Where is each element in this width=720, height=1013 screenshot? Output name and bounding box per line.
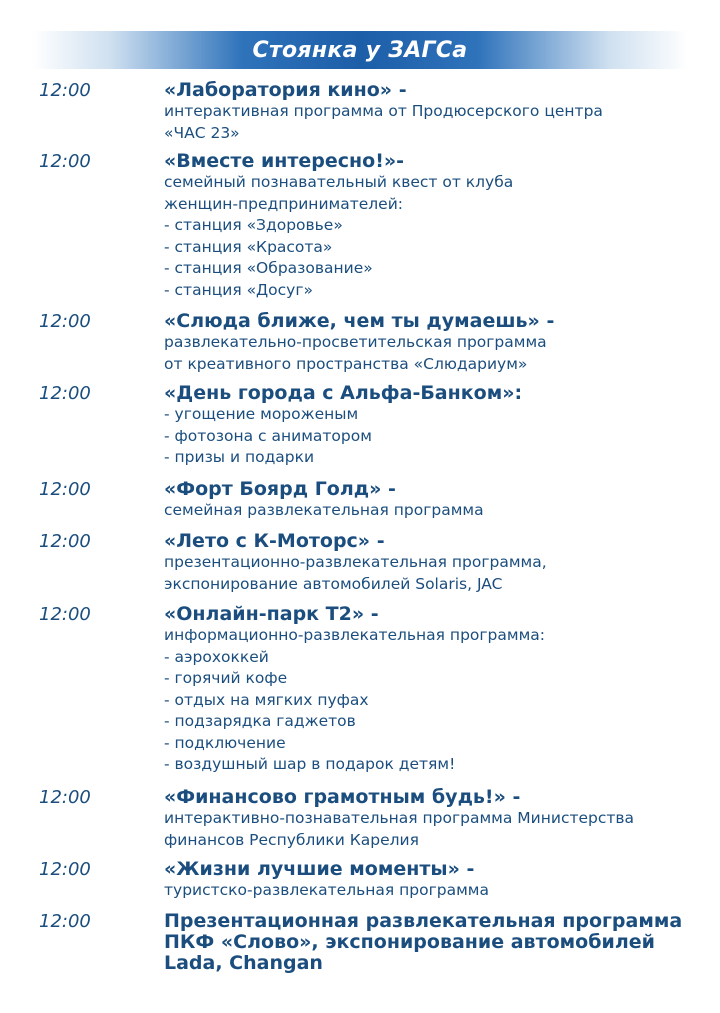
entry-description-line: женщин-предпринимателей: — [164, 194, 404, 213]
entry-description-line: - аэрохоккей — [164, 647, 269, 666]
entry-time: 12:00 — [39, 859, 91, 880]
entry-title-line: ПКФ «Слово», экспонирование автомобилей — [164, 931, 655, 953]
entry-title-line: Lada, Changan — [164, 952, 323, 974]
entry-description-line: экспонирование автомобилей Solaris, JAC — [164, 574, 503, 593]
entry-time: 12:00 — [39, 604, 91, 625]
entry-description-line: - станция «Досуг» — [164, 280, 313, 299]
entry-body — [164, 859, 704, 902]
section-header-banner — [32, 31, 688, 69]
entry-title: «Лаборатория кино» - — [164, 79, 407, 101]
entry-description-line: - подключение — [164, 733, 286, 752]
entry-title: «Слюда ближе, чем ты думаешь» - — [164, 310, 555, 332]
entry-description-line: финансов Республики Карелия — [164, 830, 419, 849]
entry-time: 12:00 — [39, 80, 91, 101]
entry-description-line: презентационно-развлекательная программа, — [164, 553, 547, 571]
entry-body — [164, 911, 704, 974]
entry-time: 12:00 — [39, 383, 91, 404]
entry-description-line: интерактивная программа от Продюсерского центра — [164, 102, 603, 120]
entry-description-line: - фотозона с аниматором — [164, 426, 372, 445]
entry-description-line: - призы и подарки — [164, 448, 315, 466]
entry-description-line: - подзарядка гаджетов — [164, 712, 356, 730]
entry-body — [164, 151, 704, 301]
entry-body — [164, 311, 704, 375]
entry-body — [164, 383, 704, 469]
entry-description-line: туристско-развлекательная программа — [164, 881, 489, 899]
entry-time: 12:00 — [39, 311, 91, 332]
entry-time: 12:00 — [39, 911, 91, 932]
entry-time: 12:00 — [39, 531, 91, 552]
entry-description-line: информационно-развлекательная программа: — [164, 626, 545, 644]
entry-title: «Жизни лучшие моменты» - — [164, 858, 475, 880]
entry-body — [164, 787, 704, 851]
entry-body — [164, 531, 704, 595]
entry-description-line: - станция «Здоровье» — [164, 216, 343, 234]
entry-title: «Форт Боярд Голд» - — [164, 478, 396, 500]
entry-description-line: развлекательно-просветительская программа — [164, 333, 547, 351]
entry-body — [164, 479, 704, 522]
entry-description-line: - горячий кофе — [164, 669, 288, 687]
entry-time: 12:00 — [39, 787, 91, 808]
entry-description-line: - станция «Красота» — [164, 237, 333, 256]
entry-description-line: от креативного пространства «Слюдариум» — [164, 354, 528, 373]
entry-description-line: «ЧАС 23» — [164, 123, 240, 142]
entry-description-line: интерактивно-познавательная программа Министерства — [164, 809, 635, 827]
entry-time: 12:00 — [39, 479, 91, 500]
entry-time: 12:00 — [39, 151, 91, 172]
entry-body — [164, 604, 704, 776]
entry-body — [164, 80, 704, 144]
entry-title: «Лето с К-Моторс» - — [164, 530, 385, 552]
entry-description-line: - станция «Образование» — [164, 259, 373, 277]
entry-description-line: - воздушный шар в подарок детям! — [164, 755, 456, 773]
entry-title: «День города с Альфа-Банком»: — [164, 382, 523, 404]
entry-title: «Финансово грамотным будь!» - — [164, 786, 521, 808]
entry-description-line: - отдых на мягких пуфах — [164, 690, 369, 709]
section-title: Стоянка у ЗАГСа — [252, 37, 468, 63]
entry-title: «Онлайн-парк Т2» - — [164, 603, 379, 625]
entry-title: Презентационная развлекательная программа — [164, 910, 683, 932]
entry-description-line: - угощение мороженым — [164, 405, 359, 423]
entry-description-line: семейный познавательный квест от клуба — [164, 173, 514, 191]
entry-title: «Вместе интересно!»- — [164, 150, 405, 172]
entry-description-line: семейная развлекательная программа — [164, 501, 484, 519]
